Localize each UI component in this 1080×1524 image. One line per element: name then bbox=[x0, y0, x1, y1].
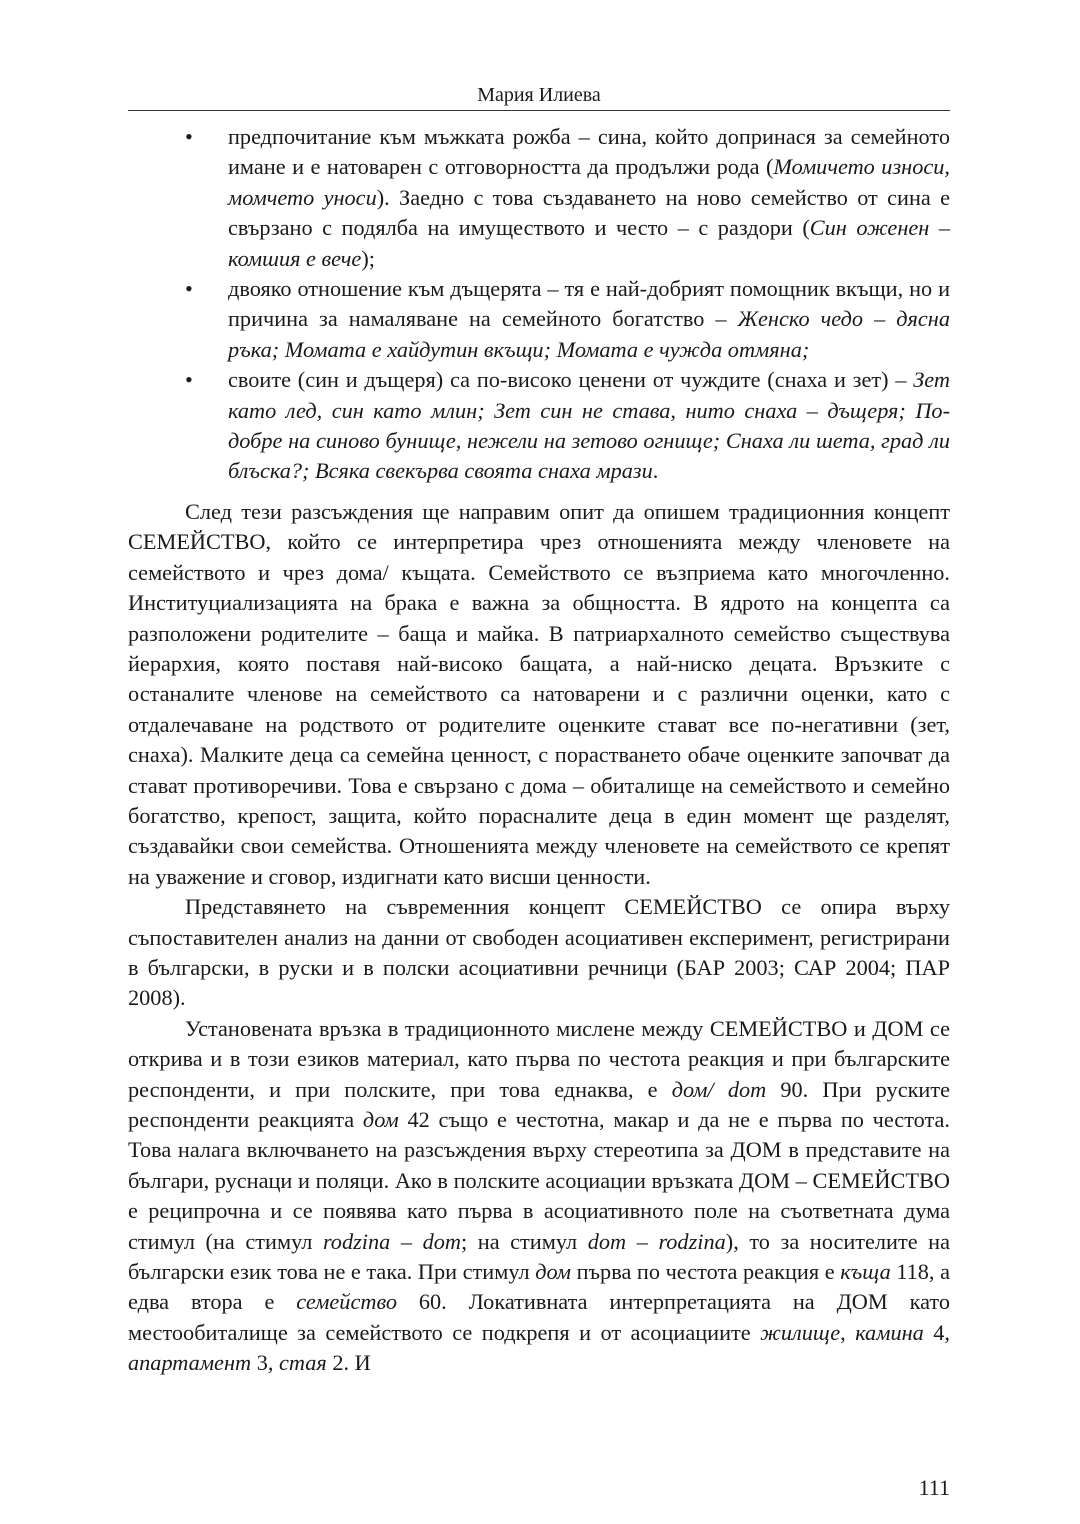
text-run: Установената връзка в традиционното мислене между СЕМЕЙСТВО и ДОМ се открива и в този езиков материал, като първа по честота реакция и при българските респонденти, и при полските, при това еднаква, е bbox=[128, 1015, 950, 1102]
paragraph bbox=[128, 892, 950, 1014]
bullet-icon: • bbox=[185, 367, 193, 393]
text-run: 3, bbox=[251, 1350, 279, 1376]
italic-run: апартамент bbox=[128, 1350, 252, 1376]
text-run: 60. Локативната интерпретацията на ДОМ като местообиталище за семейството се подкрепя и от асоциациите bbox=[128, 1289, 950, 1345]
italic-run: камина bbox=[855, 1319, 924, 1345]
italic-run: Женско чедо – дясна ръка; Момата е хайдутин вкъщи; Момата е чужда отмяна; bbox=[228, 306, 950, 362]
italic-run: къща bbox=[840, 1259, 891, 1285]
italic-run: dom – rodzina bbox=[587, 1228, 726, 1254]
text-run: ; на стимул bbox=[460, 1228, 588, 1254]
italic-run: стая bbox=[279, 1350, 327, 1376]
text-run: , bbox=[840, 1319, 856, 1345]
italic-run: дом/ dom bbox=[671, 1076, 767, 1102]
paragraph bbox=[128, 497, 950, 892]
text-run: . bbox=[652, 458, 659, 484]
italic-run: семейство bbox=[296, 1289, 397, 1315]
running-header-author: Мария Илиева bbox=[477, 84, 601, 106]
text-run: 90. При руските респонденти реакцията bbox=[128, 1076, 950, 1132]
bullet-text bbox=[228, 124, 950, 271]
text-run: След тези разсъждения ще направим опит да опишем традиционния концепт СЕМЕЙСТВО, който се интерпретира чрез отношенията между членовете на семейството и чрез дома/ къщата. Семейството се възприема като многочленно. Институциализацията на брака е важна за общността. В ядрото на концепта са разположени родителите – баща и майка. В патриархалното семейство съществува йерархия, която поставя най-високо бащата, а най-ниско децата. Връзките с останалите членове на семейството са натоварени и с различни оценки, като с отдалечаване на родството от родителите оценките стават все по-негативни (зет, снаха). Малките деца са семейна ценност, с порастването обаче оценките започват да стават противоречиви. Това е свързано с дома – обиталище на семейството и семейно богатство, крепост, защита, който порасналите деца в един момент ще разделят, създавайки свои семейства. Отношенията между членовете на семейството се крепят на уважение и сговор, издигнати като висши ценности. bbox=[128, 498, 950, 889]
bullet-text bbox=[228, 276, 950, 362]
italic-run: дом bbox=[535, 1259, 572, 1285]
bullet-item bbox=[128, 122, 950, 274]
text-run: 42 също е честотна, макар и да не е първа по честота. Това налага включването на разсъждения върху стереотипа за ДОМ в представите на българи, руснаци и поляци. Ако в полските асоциации връзката ДОМ – СЕМЕЙСТВО е реципрочна и се появява като първа в асоциативното поле на съответната дума стимул (на стимул bbox=[128, 1107, 950, 1254]
text-run: 118, а едва втора е bbox=[128, 1259, 950, 1315]
text-run: ); bbox=[361, 245, 375, 271]
italic-run: – Зет като лед, син като млин; Зет син не става, нито снаха – дъщеря; По-добре на синово бунище, нежели на зетово огнище; Снаха ли шета, град ли блъска?; Всяка свекърва своята снаха мрази bbox=[228, 367, 950, 484]
italic-run: Момичето износи, момчето уноси bbox=[228, 154, 950, 210]
text-run: двояко отношение към дъщерята – тя е най-добрият помощник вкъщи, но и причина за намаляване на семейното богатство – bbox=[228, 276, 950, 332]
italic-run: rodzina – dom bbox=[322, 1228, 461, 1254]
bullet-list bbox=[128, 122, 950, 487]
italic-run: жилище bbox=[760, 1319, 841, 1345]
text-run: Представянето на съвременния концепт СЕМЕЙСТВО се опира върху съпоставителен анализ на данни от свободен асоциативен експеримент, регистрирани в български, в руски и в полски асоциативни речници (БАР 2003; САР 2004; ПАР 2008). bbox=[128, 894, 950, 1011]
page-number: 111 bbox=[918, 1475, 950, 1500]
text-run: ). Заедно с това създаването на ново семейство от сина е свързано с подялба на имуществото и често – с раздори ( bbox=[228, 184, 950, 241]
bullet-icon: • bbox=[185, 124, 193, 149]
text-run: 4, bbox=[923, 1319, 950, 1345]
text-run: предпочитание към мъжката рожба – сина, който допринася за семейното имане и е натоварен с отговорността да продължи рода ( bbox=[228, 124, 950, 180]
bullet-item bbox=[128, 274, 950, 365]
text-run: 2. И bbox=[326, 1350, 371, 1376]
text-run: ), то за носителите на български език това не е така. При стимул bbox=[128, 1228, 951, 1285]
page-body bbox=[128, 122, 950, 1379]
bullet-text bbox=[228, 367, 950, 483]
italic-run: Син оженен – комшия е вече bbox=[228, 215, 950, 271]
bullet-icon: • bbox=[185, 276, 193, 302]
italic-run: дом bbox=[362, 1107, 399, 1132]
paragraph bbox=[128, 1014, 950, 1379]
text-run: първа по честота реакция е bbox=[571, 1259, 841, 1285]
header-rule bbox=[128, 110, 950, 111]
bullet-item bbox=[128, 365, 950, 487]
text-run: своите (син и дъщеря) са по-високо ценени от чуждите (снаха и зет) bbox=[228, 367, 896, 393]
